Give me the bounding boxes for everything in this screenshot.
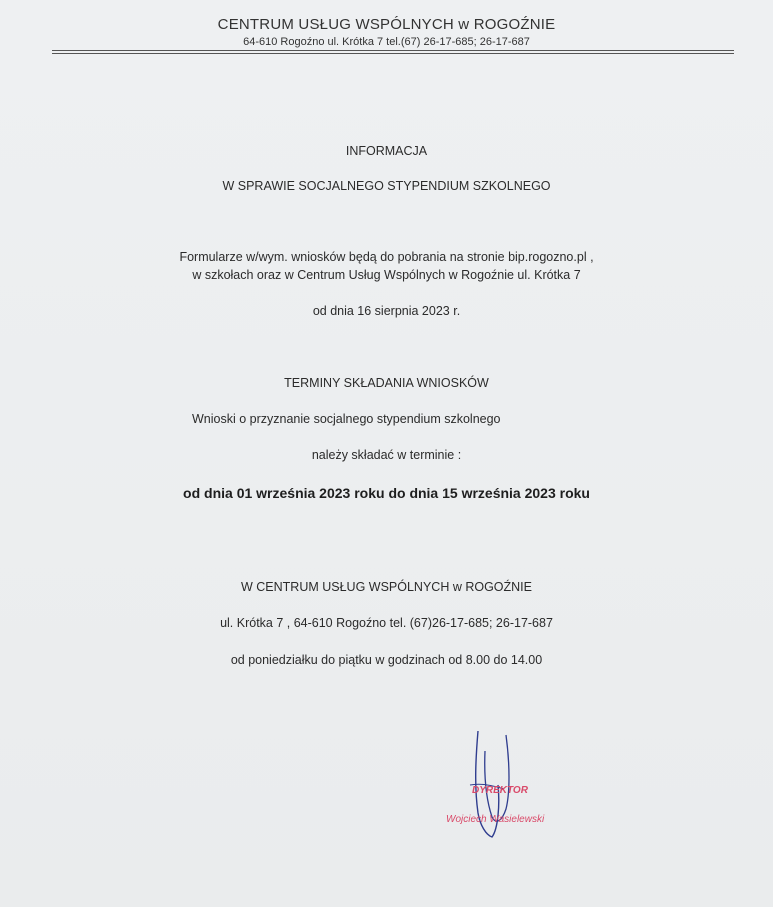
deadlines-period: od dnia 01 września 2023 roku do dnia 15 września 2023 roku [183, 485, 590, 501]
office-address: ul. Krótka 7 , 64-610 Rogoźno tel. (67)26-17-685; 26-17-687 [220, 616, 553, 630]
forms-line-1: Formularze w/wym. wniosków będą do pobrania na stronie bip.rogozno.pl , [179, 250, 594, 264]
deadlines-title: TERMINY SKŁADANIA WNIOSKÓW [284, 376, 489, 390]
office-name: W CENTRUM USŁUG WSPÓLNYCH w ROGOŹNIE [241, 580, 532, 594]
document-subtitle: W SPRAWIE SOCJALNEGO STYPENDIUM SZKOLNEGO [222, 179, 551, 193]
document-title: INFORMACJA [345, 144, 428, 158]
deadlines-line-1: Wnioski o przyznanie socjalnego stypendium szkolnego [192, 412, 501, 426]
deadlines-line-2: należy składać w terminie : [311, 448, 462, 462]
office-hours: od poniedziałku do piątku w godzinach od 8.00 do 14.00 [230, 653, 543, 667]
forms-date: od dnia 16 sierpnia 2023 r. [312, 304, 461, 318]
letterhead-rule-bottom [52, 53, 734, 54]
forms-line-2: w szkołach oraz w Centrum Usług Wspólnych w Rogoźnie ul. Krótka 7 [192, 268, 581, 282]
signature-title: DYREKTOR [472, 785, 528, 796]
letterhead-name: CENTRUM USŁUG WSPÓLNYCH w ROGOŹNIE [217, 16, 556, 33]
signature-name: Wojciech Wasielewski [446, 814, 545, 825]
letterhead-rule-top [52, 50, 734, 51]
letterhead-address: 64-610 Rogoźno ul. Krótka 7 tel.(67) 26-17-685; 26-17-687 [243, 36, 530, 48]
letterhead [0, 16, 773, 49]
